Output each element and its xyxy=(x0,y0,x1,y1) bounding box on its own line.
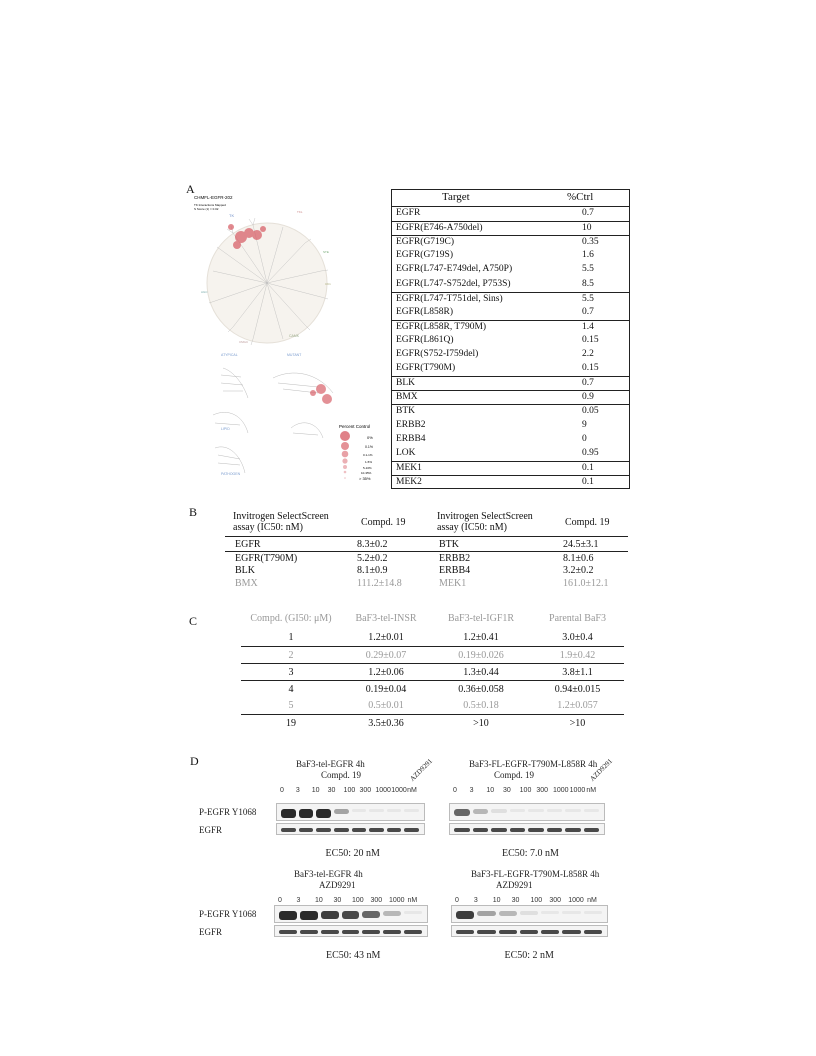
total-band xyxy=(547,828,563,832)
blot-compound: Compd. 19 xyxy=(494,770,535,780)
phospho-band xyxy=(383,911,401,916)
target-cell: EGFR(L858R) xyxy=(396,306,453,317)
total-band xyxy=(300,930,318,934)
lane-label: 30 xyxy=(511,897,520,904)
compound-cell: 2 xyxy=(288,650,294,661)
group-label-lipid: LIPID xyxy=(221,427,230,431)
gi50-cell: 0.94±0.015 xyxy=(554,684,601,695)
kinome-tree-svg xyxy=(193,193,389,483)
header-insr: BaF3-tel-INSR xyxy=(355,613,417,624)
gi50-cell: 0.5±0.01 xyxy=(368,700,404,711)
group-label-ck1: CK1 xyxy=(325,282,331,286)
phospho-band xyxy=(528,809,544,812)
legend-item: 5-10% xyxy=(363,466,372,470)
target-cell: ERBB4 xyxy=(396,433,426,444)
ctrl-cell: 10 xyxy=(582,223,592,234)
gi50-cell: 0.19±0.026 xyxy=(458,650,504,661)
group-label-cmgc: CMGC xyxy=(239,340,249,344)
total-band xyxy=(528,828,544,832)
ctrl-cell: 0.1 xyxy=(582,476,594,487)
table-row xyxy=(241,680,624,698)
blot-compound: AZD9291 xyxy=(496,880,533,890)
phospho-band xyxy=(584,809,600,812)
phospho-band xyxy=(342,911,360,919)
gi50-cell: 1.2±0.06 xyxy=(368,667,404,678)
lane-label: 1000 xyxy=(375,787,391,794)
table-row xyxy=(392,348,629,361)
ctrl-cell: 5.5 xyxy=(582,293,594,304)
ctrl-cell: 0.15 xyxy=(582,334,599,345)
legend-title: Percent Control xyxy=(339,424,371,429)
table-row xyxy=(392,390,629,404)
legend-item: 1-5% xyxy=(365,460,373,464)
legend-item: > 35% xyxy=(359,476,371,481)
header-parental: Parental BaF3 xyxy=(549,613,606,624)
target-cell: MEK1 xyxy=(396,462,422,473)
header-compd-left: Compd. 19 xyxy=(361,517,406,528)
target-cell: EGFR(L747-T751del, Sins) xyxy=(396,293,503,304)
table-row xyxy=(392,461,629,475)
legend-item: 0% xyxy=(367,435,373,440)
group-label-atypical: ATYPICAL xyxy=(221,353,238,357)
total-band xyxy=(404,930,422,934)
total-band xyxy=(584,828,600,832)
ctrl-cell: 0.7 xyxy=(582,208,594,218)
legend-item: 10-35% xyxy=(361,471,372,475)
blot-title: BaF3-tel-EGFR 4h xyxy=(294,869,363,879)
target-cell: EGFR(G719S) xyxy=(396,250,454,261)
table-row xyxy=(392,235,629,249)
total-band xyxy=(541,930,559,934)
table-row xyxy=(392,320,629,334)
ic50-cell: 8.3±0.2 xyxy=(357,539,388,550)
table-row xyxy=(241,697,624,714)
phospho-blot xyxy=(274,905,428,923)
table-row xyxy=(392,404,629,418)
ctrl-cell: 0.9 xyxy=(582,392,594,403)
table-row xyxy=(392,306,629,319)
kinase-cell: EGFR(T790M) xyxy=(235,553,298,564)
selectivity-table xyxy=(391,189,630,489)
ctrl-cell: 5.5 xyxy=(582,264,594,275)
phospho-band xyxy=(369,809,384,812)
ic50-cell: 3.2±0.2 xyxy=(563,565,594,576)
ctrl-cell: 0.1 xyxy=(582,462,594,473)
ctrl-cell: 0.15 xyxy=(582,363,599,374)
kinase-cell: BMX xyxy=(235,578,258,589)
gi50-cell: 0.19±0.04 xyxy=(365,684,407,695)
gi50-table-header xyxy=(241,610,624,627)
ctrl-cell: 0.7 xyxy=(582,306,594,317)
gi50-cell: 1.2±0.41 xyxy=(463,632,499,643)
phospho-band xyxy=(541,911,559,914)
group-label-tk: TK xyxy=(229,213,235,218)
gi50-cell: 0.5±0.18 xyxy=(463,700,499,711)
total-band xyxy=(499,930,517,934)
total-band xyxy=(584,930,602,934)
compound-cell: 1 xyxy=(288,632,294,643)
lane-label: nM xyxy=(407,897,418,904)
gi50-cell: 0.29±0.07 xyxy=(365,650,407,661)
ctrl-cell: 1.4 xyxy=(582,321,594,332)
phospho-blot xyxy=(449,803,605,821)
target-cell: EGFR(L861Q) xyxy=(396,334,454,345)
sub-trees xyxy=(213,368,333,473)
table-row xyxy=(392,334,629,347)
lane-label: 3 xyxy=(295,787,300,794)
row-label-phospho: P-EGFR Y1068 xyxy=(199,909,257,919)
gi50-cell: >10 xyxy=(473,718,489,729)
target-cell: EGFR(G719C) xyxy=(396,237,455,248)
panel-a-letter: A xyxy=(186,182,195,196)
lane-label: 1000 xyxy=(553,787,569,794)
lane-label: 100 xyxy=(530,897,543,904)
total-band xyxy=(383,930,401,934)
total-band xyxy=(473,828,489,832)
total-band xyxy=(387,828,402,832)
table-row xyxy=(392,278,629,291)
phospho-band xyxy=(473,809,489,814)
phospho-band xyxy=(510,809,526,812)
total-band xyxy=(362,930,380,934)
phospho-blot xyxy=(451,905,608,923)
target-cell: EGFR(L747-S752del, P753S) xyxy=(396,278,511,289)
kinome-dendrogram xyxy=(193,193,389,483)
phospho-band xyxy=(362,911,380,918)
lane-label: nM xyxy=(587,897,597,904)
blot-title: BaF3-FL-EGFR-T790M-L858R 4h xyxy=(471,869,600,879)
lane-label: 100 xyxy=(352,897,364,904)
table-row xyxy=(225,538,628,551)
ctrl-cell: 9 xyxy=(582,419,587,430)
table-row xyxy=(392,433,629,446)
group-label-ste: STE xyxy=(323,250,329,254)
phospho-band xyxy=(454,809,470,816)
phospho-band xyxy=(562,911,580,914)
group-label-camk: CAMK xyxy=(289,334,300,338)
target-cell: BLK xyxy=(396,378,415,389)
phospho-band xyxy=(491,809,507,813)
total-band xyxy=(299,828,314,832)
phospho-blot xyxy=(276,803,425,821)
gi50-cell: >10 xyxy=(569,718,586,729)
target-cell: EGFR(L747-E749del, A750P) xyxy=(396,264,513,275)
header-igf1r: BaF3-tel-IGF1R xyxy=(447,613,515,624)
mutant-hits xyxy=(310,384,332,404)
total-band xyxy=(454,828,470,832)
lane-label: 300 xyxy=(549,897,562,904)
table-row xyxy=(392,447,629,460)
ctrl-cell: 0.7 xyxy=(582,378,594,389)
target-cell: BMX xyxy=(396,392,418,403)
group-label-agc: AGC xyxy=(201,290,208,294)
phospho-band xyxy=(520,911,538,915)
phospho-band xyxy=(456,911,474,919)
compound-cell: 4 xyxy=(288,684,294,695)
ctrl-cell: 2.2 xyxy=(582,349,594,359)
lane-label: nM xyxy=(586,787,597,794)
compound-cell: 3 xyxy=(288,667,294,678)
ctrl-cell: 0.35 xyxy=(582,237,599,248)
gi50-cell: 1.3±0.44 xyxy=(463,667,499,678)
legend-item: 0.1-1% xyxy=(363,453,373,457)
table-row xyxy=(241,646,624,664)
header-line: Invitrogen SelectScreen xyxy=(437,511,533,522)
header-line: assay (IC50: nM) xyxy=(233,522,303,533)
dendro-subtitle: TK Interactions Mapped xyxy=(194,203,226,207)
phospho-band xyxy=(404,809,419,812)
ic50-table-header xyxy=(225,509,628,537)
gi50-table xyxy=(241,610,624,732)
lane-label: 30 xyxy=(333,897,342,904)
target-cell: LOK xyxy=(396,447,416,458)
header-compd-right: Compd. 19 xyxy=(565,517,610,528)
total-band xyxy=(404,828,419,832)
kinase-cell: ERBB4 xyxy=(439,565,471,576)
total-blot xyxy=(276,823,425,835)
lane-label: 0 xyxy=(278,897,282,904)
gi50-cell: 3.0±0.4 xyxy=(562,632,593,643)
phospho-band xyxy=(404,911,422,914)
header-assay-right xyxy=(437,511,533,533)
table-row xyxy=(392,362,629,375)
panel-b-letter: B xyxy=(189,505,198,519)
lane-label: 300 xyxy=(359,787,372,794)
selectivity-table-header xyxy=(392,190,629,207)
total-band xyxy=(565,828,581,832)
table-row xyxy=(392,207,629,220)
gi50-cell: 0.36±0.058 xyxy=(458,684,504,695)
target-cell: EGFR(T790M) xyxy=(396,363,456,374)
table-row xyxy=(241,629,624,646)
gi50-cell: 3.5±0.36 xyxy=(368,718,404,729)
total-band xyxy=(456,930,474,934)
total-band xyxy=(316,828,331,832)
total-blot xyxy=(451,925,608,937)
kinase-cell: ERBB2 xyxy=(439,553,471,564)
total-band xyxy=(334,828,349,832)
header-target: Target xyxy=(442,191,470,203)
phospho-band xyxy=(584,911,602,914)
phospho-band xyxy=(477,911,495,916)
total-band xyxy=(342,930,360,934)
legend xyxy=(339,424,373,481)
lane-label: 1000 xyxy=(391,787,407,794)
lane-label: 100 xyxy=(343,787,356,794)
phospho-band xyxy=(321,911,339,919)
lane-label: 3 xyxy=(296,897,301,904)
lane-label: nM xyxy=(407,787,417,794)
lane-label: 100 xyxy=(519,787,532,794)
phospho-band xyxy=(281,809,296,818)
gi50-cell: 1.2±0.01 xyxy=(368,632,404,643)
target-cell: EGFR(L858R, T790M) xyxy=(396,321,487,332)
lane-label: 3 xyxy=(473,897,478,904)
total-band xyxy=(510,828,526,832)
gi50-cell: 1.9±0.42 xyxy=(559,650,596,661)
table-row xyxy=(225,577,628,590)
compound-cell: 19 xyxy=(286,718,296,729)
header-line: assay (IC50: nM) xyxy=(437,522,507,533)
group-label-tkl: TKL xyxy=(297,210,303,214)
ctrl-cell: 0.95 xyxy=(582,447,599,458)
kinase-cell: BTK xyxy=(439,539,459,550)
lane-label: 30 xyxy=(327,787,336,794)
lane-label: 300 xyxy=(536,787,549,794)
panel-d-letter: D xyxy=(190,754,199,768)
table-row xyxy=(392,419,629,432)
ic50-cell: 8.1±0.6 xyxy=(563,553,594,564)
lane-label: 0 xyxy=(280,787,284,794)
lane-label: 10 xyxy=(486,787,495,794)
header-line: Invitrogen SelectScreen xyxy=(233,511,329,522)
row-label-total: EGFR xyxy=(199,927,223,937)
ec50-label: EC50: 2 nM xyxy=(504,950,554,961)
legend-item: 0.1% xyxy=(365,445,373,449)
table-row xyxy=(241,663,624,681)
lane-label: 0 xyxy=(453,787,457,794)
phospho-band xyxy=(300,911,318,920)
extra-lane-label: AZD9291 xyxy=(408,757,435,783)
total-band xyxy=(477,930,495,934)
compound-cell: 5 xyxy=(288,700,294,711)
ic50-cell: 5.2±0.2 xyxy=(357,553,388,564)
phospho-band xyxy=(499,911,517,916)
ec50-label: EC50: 43 nM xyxy=(326,950,381,961)
row-label-phospho: P-EGFR Y1068 xyxy=(199,807,257,817)
ctrl-cell: 1.6 xyxy=(582,250,594,261)
table-row xyxy=(241,714,624,732)
total-band xyxy=(369,828,384,832)
lane-label: 3 xyxy=(469,787,474,794)
table-row xyxy=(225,551,628,565)
total-band xyxy=(352,828,367,832)
gi50-cell: 3.8±1.1 xyxy=(562,667,593,678)
table-row xyxy=(392,475,629,489)
blot-compound: AZD9291 xyxy=(319,880,356,890)
target-cell: BTK xyxy=(396,406,415,417)
total-band xyxy=(321,930,339,934)
header-assay-left xyxy=(233,511,329,533)
blot-compound: Compd. 19 xyxy=(321,770,362,780)
dendro-score: S Score (1) = 0.02 xyxy=(194,207,219,211)
extra-lane-label: AZD9291 xyxy=(588,757,615,783)
target-cell: EGFR(S752-I759del) xyxy=(396,349,479,359)
kinase-cell: EGFR xyxy=(235,539,261,550)
group-label-mutant: MUTANT xyxy=(287,353,302,357)
ctrl-cell: 0.05 xyxy=(582,406,599,417)
ic50-cell: 111.2±14.8 xyxy=(357,578,402,589)
table-row xyxy=(392,376,629,390)
lane-label: 10 xyxy=(315,897,323,904)
ic50-cell: 161.0±12.1 xyxy=(563,578,609,589)
total-band xyxy=(562,930,580,934)
lane-label: 1000 xyxy=(569,787,586,794)
target-cell: EGFR xyxy=(396,208,421,218)
lane-label: 0 xyxy=(455,897,459,904)
header-ctrl: %Ctrl xyxy=(567,191,594,203)
table-row xyxy=(392,292,629,306)
total-band xyxy=(281,828,296,832)
lane-label: 10 xyxy=(492,897,501,904)
blot-title: BaF3-FL-EGFR-T790M-L858R 4h xyxy=(469,759,598,769)
phospho-band xyxy=(334,809,349,814)
table-row xyxy=(392,221,629,235)
target-cell: MEK2 xyxy=(396,476,422,487)
total-blot xyxy=(449,823,605,835)
ic50-cell: 8.1±0.9 xyxy=(357,565,388,576)
ctrl-cell: 0 xyxy=(582,433,587,444)
dendro-title: CHMFL-EGFR-202 xyxy=(194,195,233,200)
phospho-band xyxy=(565,809,581,812)
table-row xyxy=(392,263,629,276)
phospho-band xyxy=(387,809,402,812)
blot-title: BaF3-tel-EGFR 4h xyxy=(296,759,365,769)
lane-label: 30 xyxy=(503,787,511,794)
panel-c-letter: C xyxy=(189,614,198,628)
lane-label: 1000 xyxy=(568,897,584,904)
header-compd: Compd. (GI50: μM) xyxy=(250,613,332,624)
ec50-label: EC50: 20 nM xyxy=(325,848,380,859)
phospho-band xyxy=(316,809,331,818)
target-cell: ERBB2 xyxy=(396,419,426,430)
kinase-cell: MEK1 xyxy=(439,578,467,589)
lane-label: 300 xyxy=(370,897,383,904)
lane-label: 1000 xyxy=(389,897,405,904)
phospho-band xyxy=(279,911,297,920)
ic50-table xyxy=(225,509,628,591)
gi50-cell: 1.2±0.057 xyxy=(557,700,598,711)
total-band xyxy=(520,930,538,934)
ic50-cell: 24.5±3.1 xyxy=(563,539,599,550)
total-band xyxy=(491,828,507,832)
phospho-band xyxy=(547,809,563,812)
ec50-label: EC50: 7.0 nM xyxy=(502,848,559,859)
target-cell: EGFR(E746-A750del) xyxy=(396,223,483,234)
phospho-band xyxy=(299,809,314,818)
kinase-cell: BLK xyxy=(235,565,255,576)
total-band xyxy=(279,930,297,934)
ctrl-cell: 8.5 xyxy=(582,278,594,289)
total-blot xyxy=(274,925,428,937)
phospho-band xyxy=(352,809,367,812)
group-label-pathogen: PATHOGEN xyxy=(221,472,241,476)
table-row xyxy=(225,564,628,577)
lane-label: 10 xyxy=(311,787,320,794)
row-label-total: EGFR xyxy=(199,825,223,835)
table-row xyxy=(392,249,629,262)
